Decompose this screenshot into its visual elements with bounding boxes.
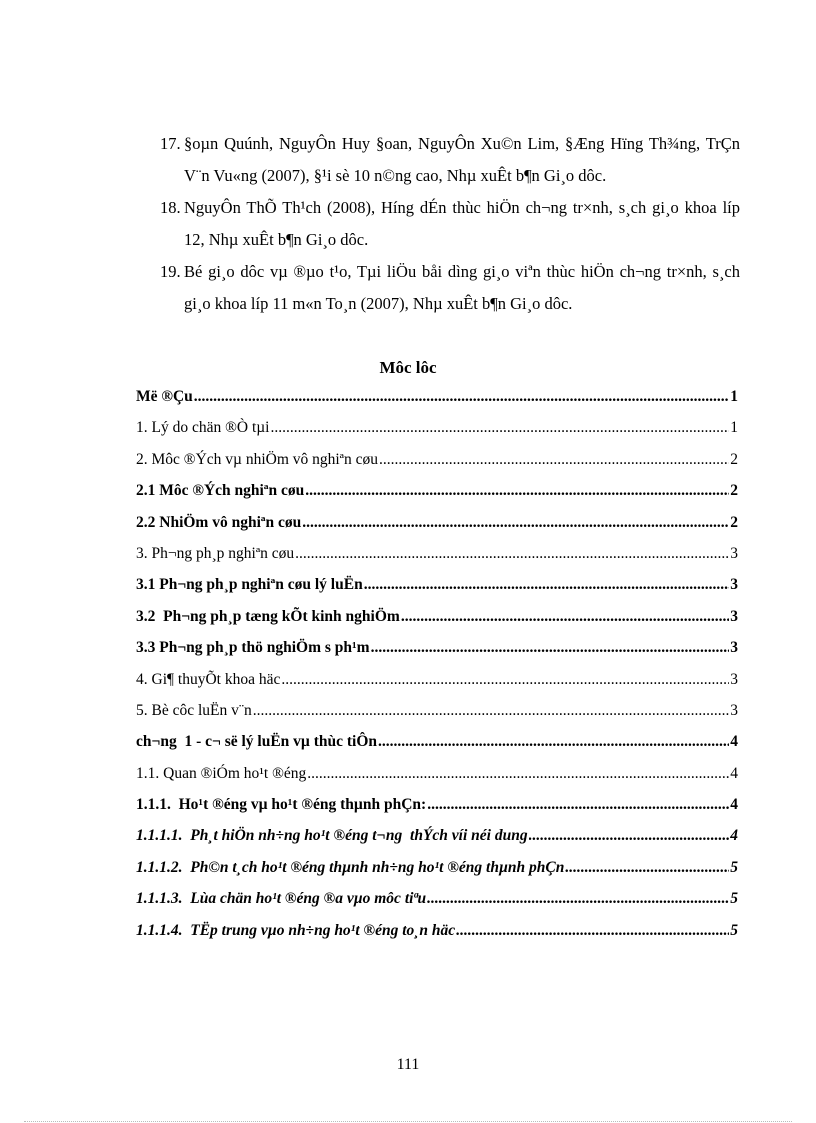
toc-entry-title: 1.1.1.1. Ph¸t hiÖn nh÷ng ho¹t ®éng t¬ng thÝch víi néi dung	[136, 827, 528, 845]
toc-entry-title: 2.1 Môc ®Ých nghiªn cøu	[136, 482, 305, 500]
toc-entry-title: 3.2 Ph¬ng ph¸p tæng kÕt kinh nghiÖm	[136, 607, 400, 625]
toc-entry[interactable]	[136, 451, 738, 482]
toc-dot-leader	[378, 733, 729, 751]
toc-entry-title: 4. Gi¶ thuyÕt khoa häc	[136, 670, 281, 688]
toc-dot-leader	[371, 639, 729, 657]
toc-dot-leader	[379, 451, 729, 469]
toc-entry-page: 3	[730, 544, 738, 562]
reference-text: Bé gi¸o dôc vµ ®µo t¹o, Tµi liÖu båi dìng gi¸o viªn thùc hiÖn ch¬ng tr×nh, s¸ch gi¸o khoa líp 11 m«n To¸n (2007), Nhµ xuÊt b¶n Gi¸o dôc.	[184, 262, 740, 313]
toc-title: Môc lôc	[379, 358, 437, 377]
toc-entry[interactable]	[136, 514, 738, 545]
toc-dot-leader	[305, 482, 729, 500]
toc-entry-page: 4	[730, 764, 738, 782]
toc-entry[interactable]	[136, 922, 738, 953]
toc-dot-leader	[307, 765, 729, 783]
toc-entry-page: 4	[730, 733, 738, 751]
toc-entry-title: Më ®Çu	[136, 388, 193, 405]
reference-list	[160, 128, 740, 320]
toc-entry-page: 3	[730, 607, 738, 625]
toc-entry-page: 1	[730, 419, 738, 437]
toc-dot-leader	[194, 388, 729, 406]
toc-entry[interactable]	[136, 702, 738, 733]
toc-entry-page: 5	[730, 921, 738, 939]
toc-entry[interactable]	[136, 482, 738, 513]
toc-dot-leader	[295, 545, 729, 563]
toc-entry-page: 4	[730, 827, 738, 845]
reference-text: §oµn Quúnh, NguyÔn Huy §oan, NguyÔn Xu©n Lim, §Æng Hïng Th¾ng, TrÇn V¨n Vu«ng (2007), §¹i sè 10 n©ng cao, Nhµ xuÊt b¶n Gi¸o dôc.	[184, 134, 740, 185]
toc-dot-leader	[302, 514, 729, 532]
toc-entry-title: 1.1.1.3. Lùa chän ho¹t ®éng ®a vµo môc tiªu	[136, 890, 427, 908]
toc-entry-title: 1.1.1.4. TËp trung vµo nh÷ng ho¹t ®éng to¸n häc	[136, 921, 456, 939]
toc-dot-leader	[427, 796, 729, 814]
toc-dot-leader	[281, 671, 729, 689]
toc-dot-leader	[271, 419, 730, 437]
toc-entry[interactable]	[136, 765, 738, 796]
toc-dot-leader	[427, 890, 729, 908]
toc-entry[interactable]	[136, 671, 738, 702]
toc-entry-title: 5. Bè côc luËn v¨n	[136, 701, 252, 719]
toc-entry[interactable]	[136, 576, 738, 607]
reference-number: 18.	[160, 198, 181, 217]
toc-entry-page: 5	[730, 890, 738, 908]
toc-entry-page: 3	[730, 639, 738, 657]
toc-entry-page: 3	[730, 701, 738, 719]
reference-number: 17.	[160, 134, 181, 153]
toc-entry-title: 1. Lý do chän ®Ò tµi	[136, 419, 270, 437]
toc-dot-leader	[364, 576, 729, 594]
toc-entry[interactable]	[136, 796, 738, 827]
toc-entry[interactable]	[136, 608, 738, 639]
toc-entry[interactable]	[136, 388, 738, 419]
toc-entry[interactable]	[136, 890, 738, 921]
toc-entry[interactable]	[136, 827, 738, 858]
toc-entry-title: 1.1. Quan ®iÓm ho¹t ®éng	[136, 764, 307, 782]
page-number: 111	[396, 1056, 420, 1073]
toc-entry-title: 3. Ph¬ng ph¸p nghiªn cøu	[136, 544, 295, 562]
reference-item	[160, 192, 740, 256]
toc-entry-page: 3	[730, 670, 738, 688]
toc-entry-page: 2	[730, 513, 738, 531]
reference-text: NguyÔn ThÕ Th¹ch (2008), Híng dÉn thùc hiÖn ch¬ng tr×nh, s¸ch gi¸o khoa líp 12, Nhµ xuÊt b¶n Gi¸o dôc.	[184, 198, 740, 249]
toc-entry[interactable]	[136, 733, 738, 764]
toc-entry-page: 4	[730, 796, 738, 814]
toc-entry[interactable]	[136, 419, 738, 450]
toc-entry[interactable]	[136, 545, 738, 576]
reference-item	[160, 256, 740, 320]
toc-entry[interactable]	[136, 859, 738, 890]
page-bottom-divider	[24, 1121, 792, 1122]
toc-dot-leader	[456, 922, 729, 940]
toc-entry-title: 1.1.1. Ho¹t ®éng vµ ho¹t ®éng thµnh phÇn:	[136, 796, 427, 814]
toc-entry-page: 1	[730, 388, 738, 405]
toc-entry-title: 2.2 NhiÖm vô nghiªn cøu	[136, 513, 302, 531]
reference-item	[160, 128, 740, 192]
toc-entry-title: 2. Môc ®Ých vµ nhiÖm vô nghiªn cøu	[136, 450, 378, 468]
toc-dot-leader	[401, 608, 729, 626]
toc-entry-page: 2	[730, 450, 738, 468]
toc-entry-title: 1.1.1.2. Ph©n t¸ch ho¹t ®éng thµnh nh÷ng ho¹t ®éng thµnh phÇn	[136, 858, 565, 876]
toc-entry-page: 2	[730, 482, 738, 500]
toc-entry-page: 5	[730, 858, 738, 876]
toc-entry-title: 3.3 Ph¬ng ph¸p thö nghiÖm s ph¹m	[136, 639, 370, 657]
toc-dot-leader	[565, 859, 729, 877]
toc-entry-title: 3.1 Ph¬ng ph¸p nghiªn cøu lý luËn	[136, 576, 363, 594]
toc-entry[interactable]	[136, 639, 738, 670]
reference-number: 19.	[160, 262, 181, 281]
toc-entry-title: ch¬ng 1 - c¬ së lý luËn vµ thùc tiÔn	[136, 733, 378, 751]
table-of-contents	[136, 388, 738, 953]
toc-entry-page: 3	[730, 576, 738, 594]
toc-dot-leader	[529, 827, 729, 845]
toc-dot-leader	[253, 702, 729, 720]
